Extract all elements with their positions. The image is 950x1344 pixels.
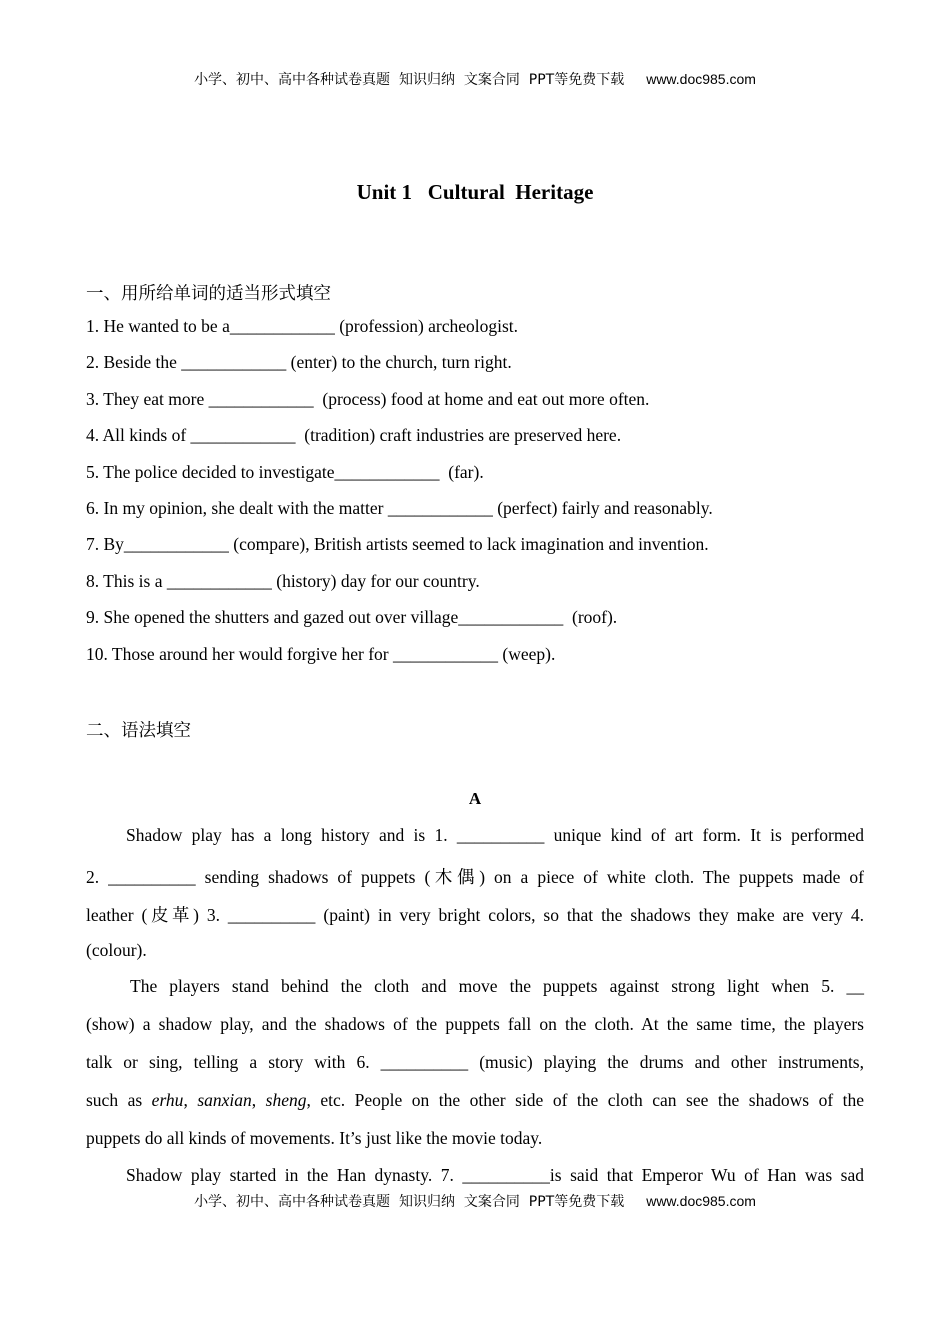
- footer-url[interactable]: www.doc985.com: [646, 1193, 756, 1209]
- exercise-item: 9. She opened the shutters and gazed out over village____________ (roof).: [86, 607, 618, 628]
- italic-term: erhu: [151, 1090, 184, 1110]
- italic-term: sanxian: [197, 1090, 252, 1110]
- p1-line: 2. __________ sending shadows of puppets (木偶) on a piece of white cloth. The puppets made of: [86, 867, 864, 887]
- passage-label: A: [468, 789, 482, 808]
- text: ,: [183, 1090, 198, 1110]
- p1-line: Shadow play has a long history and is 1. __________ unique kind of art form. It is performed: [126, 825, 864, 845]
- p2-line: [86, 1090, 864, 1111]
- p1-line: (colour).: [86, 940, 147, 960]
- p2-line: The players stand behind the cloth and move the puppets against strong light when 5. __: [130, 976, 864, 996]
- page-header: [0, 69, 950, 89]
- exercise-item: 5. The police decided to investigate____________ (far).: [86, 461, 484, 482]
- exercise-item: 3. They eat more ____________ (process) food at home and eat out more often.: [86, 388, 650, 409]
- p2-line: (show) a shadow play, and the shadows of the puppets fall on the cloth. At the same time, the players: [86, 1014, 864, 1034]
- text: , etc. People on the other side of the cloth can see the shadows of the: [306, 1090, 865, 1110]
- p3-line: Shadow play started in the Han dynasty. 7. __________is said that Emperor Wu of Han was sad: [126, 1165, 864, 1185]
- page-footer: [0, 1191, 950, 1211]
- exercise-item: 2. Beside the ____________ (enter) to the church, turn right.: [86, 352, 512, 373]
- exercise-item: 10. Those around her would forgive her for ____________ (weep).: [86, 643, 556, 664]
- section1-heading: 一、用所给单词的适当形式填空: [86, 284, 331, 304]
- footer-text: 小学、初中、高中各种试卷真题 知识归纳 文案合同 PPT等免费下载: [194, 1194, 625, 1210]
- page-title: Unit 1 Cultural Heritage: [356, 180, 594, 204]
- exercise-item: 6. In my opinion, she dealt with the matter ____________ (perfect) fairly and reasonably.: [86, 498, 713, 518]
- p1-line: leather (皮革) 3. __________ (paint) in very bright colors, so that the shadows they make are very 4.: [86, 905, 864, 925]
- header-url[interactable]: www.doc985.com: [646, 71, 756, 87]
- p2-line: talk or sing, telling a story with 6. __________ (music) playing the drums and other instruments,: [86, 1052, 864, 1072]
- header-text: 小学、初中、高中各种试卷真题 知识归纳 文案合同 PPT等免费下载: [194, 72, 625, 88]
- text: such as: [86, 1090, 152, 1110]
- section2-heading: 二、语法填空: [86, 721, 191, 741]
- exercise-item: 4. All kinds of ____________ (tradition) craft industries are preserved here.: [86, 425, 622, 446]
- exercise-item: 1. He wanted to be a____________ (profession) archeologist.: [86, 316, 519, 336]
- italic-term: sheng: [265, 1090, 307, 1110]
- p2-line: puppets do all kinds of movements. It’s just like the movie today.: [86, 1128, 543, 1148]
- exercise-item: 8. This is a ____________ (history) day for our country.: [86, 570, 480, 591]
- text: ,: [251, 1090, 266, 1110]
- exercise-item: 7. By____________ (compare), British artists seemed to lack imagination and invention.: [86, 534, 709, 555]
